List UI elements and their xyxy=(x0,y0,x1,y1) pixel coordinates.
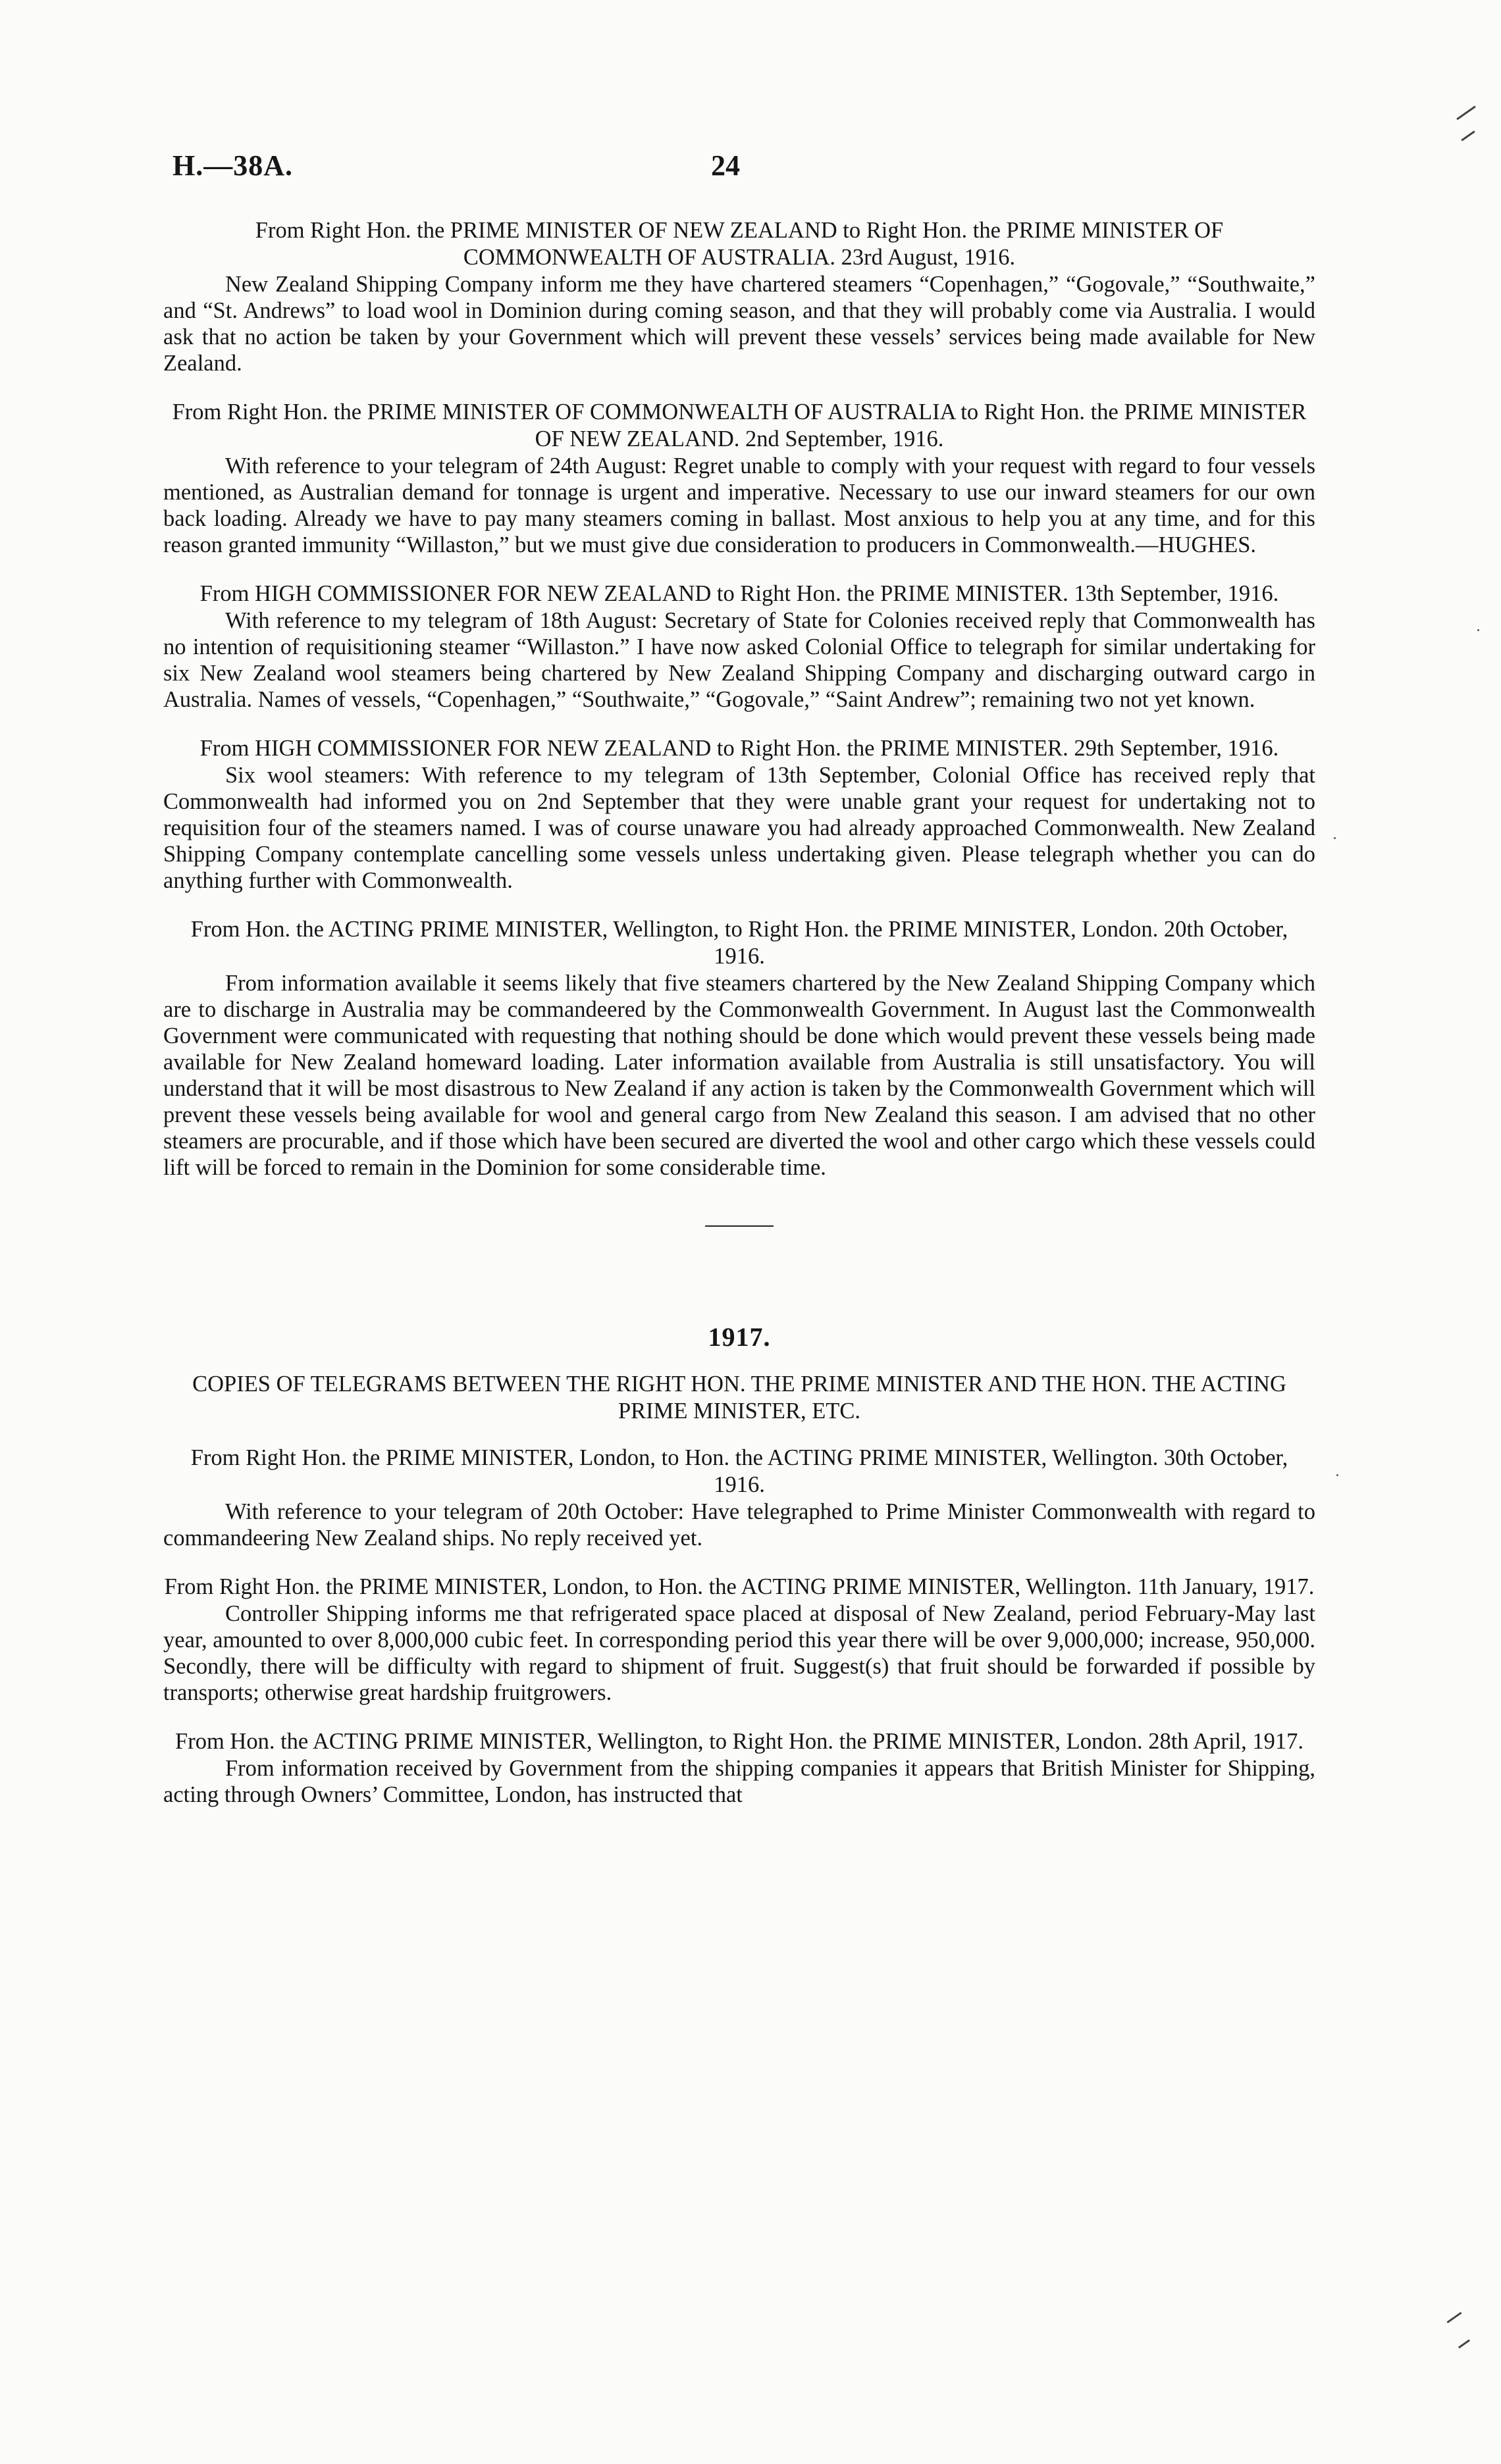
telegram-heading: From Right Hon. the PRIME MINISTER OF COMMONWEALTH OF AUSTRALIA to Right Hon. the PRIME MINISTER OF NEW ZEALAND. 2nd September, 1916. xyxy=(172,399,1307,451)
telegram-body: With reference to your telegram of 24th August: Regret unable to comply with your request with regard to four vessels mentioned, as Australian demand for tonnage is urgent and imperative. Necessary to use our inward steamers for our own back loading. Already we have to pay many steamers coming in ballast. Most anxious to help you at any time, and for this reason granted immunity “Willaston,” but we must give due consideration to producers in Commonwealth.—HUGHES. xyxy=(163,453,1315,557)
telegram-body: Six wool steamers: With reference to my telegram of 13th September, Colonial Office has received reply that Commonwealth had informed you on 2nd September that they were unable grant your request for undertaking not to requisition four of the steamers named. I was of course unaware you had already approached Commonwealth. New Zealand Shipping Company contemplate cancelling some vessels unless undertaking given. Please telegraph whether you can do anything further with Commonwealth. xyxy=(163,763,1315,893)
scan-speck xyxy=(1334,837,1336,839)
section-divider xyxy=(705,1225,774,1227)
telegram xyxy=(163,399,1315,558)
telegram xyxy=(163,580,1315,713)
page-body xyxy=(163,217,1315,1830)
margin-mark xyxy=(1456,106,1476,120)
margin-mark xyxy=(1446,2312,1462,2323)
telegram xyxy=(163,217,1315,376)
margin-mark xyxy=(1461,130,1475,141)
telegram-body: From information available it seems likely that five steamers chartered by the New Zealand Shipping Company which are to discharge in Australia may be commandeered by the Commonwealth Government. In August last the Commonwealth Government were communicated with requesting that nothing should be done which would prevent these vessels being made available for New Zealand homeward loading. Later information available from Australia is still unsatisfactory. You will understand that it will be most disastrous to New Zealand if any action is taken by the Commonwealth Government which will prevent these vessels being available for wool and general cargo from New Zealand this season. I am advised that no other steamers are procurable, and if those which have been secured are diverted the wool and other cargo which these vessels could lift will be forced to remain in the Dominion for some considerable time. xyxy=(163,971,1315,1180)
telegram-heading: From Right Hon. the PRIME MINISTER, London, to Hon. the ACTING PRIME MINISTER, Wellington. 30th October, 1916. xyxy=(190,1445,1288,1497)
telegram-body: From information received by Government from the shipping companies it appears that British Minister for Shipping, acting through Owners’ Committee, London, has instructed that xyxy=(163,1756,1315,1807)
telegram-heading: From Hon. the ACTING PRIME MINISTER, Wellington, to Right Hon. the PRIME MINISTER, London. 20th October, 1916. xyxy=(190,917,1288,969)
telegram xyxy=(163,1574,1315,1706)
telegram-heading: From Hon. the ACTING PRIME MINISTER, Wellington, to Right Hon. the PRIME MINISTER, London. 28th April, 1917. xyxy=(175,1729,1304,1754)
telegram-body: New Zealand Shipping Company inform me they have chartered steamers “Copenhagen,” “Gogovale,” “Southwaite,” and “St. Andrews” to load wool in Dominion during coming season, and that they will probably come via Australia. I would ask that no action be taken by your Government which will prevent these vessels’ services being made available for New Zealand. xyxy=(163,272,1315,376)
telegram xyxy=(163,735,1315,894)
telegram-body: Controller Shipping informs me that refrigerated space placed at disposal of New Zealand, period February-May last year, amounted to over 8,000,000 cubic feet. In corresponding period this year there will be over 9,000,000; increase, 950,000. Secondly, there will be difficulty with regard to shipment of fruit. Suggest(s) that fruit should be forwarded if possible by transports; otherwise great hardship fruitgrowers. xyxy=(163,1601,1315,1705)
telegram-heading: From HIGH COMMISSIONER FOR NEW ZEALAND to Right Hon. the PRIME MINISTER. 29th September, 1916. xyxy=(199,736,1279,761)
margin-mark xyxy=(1458,2340,1470,2349)
telegram-heading: From Right Hon. the PRIME MINISTER OF NEW ZEALAND to Right Hon. the PRIME MINISTER OF COMMONWEALTH OF AUSTRALIA. 23rd August, 1916. xyxy=(255,218,1224,270)
scan-speck xyxy=(1336,1474,1338,1476)
telegram-body: With reference to your telegram of 20th October: Have telegraphed to Prime Minister Commonwealth with regard to commandeering New Zealand ships. No reply received yet. xyxy=(163,1499,1315,1551)
section-title: COPIES OF TELEGRAMS BETWEEN THE RIGHT HON. THE PRIME MINISTER AND THE HON. THE ACTING PRIME MINISTER, ETC. xyxy=(192,1372,1286,1424)
telegram-body: With reference to my telegram of 18th August: Secretary of State for Colonies received reply that Commonwealth has no intention of requisitioning steamer “Willaston.” I have now asked Colonial Office to telegraph for similar undertaking for six New Zealand wool steamers being chartered by New Zealand Shipping Company and discharging outward cargo in Australia. Names of vessels, “Copenhagen,” “Southwaite,” “Gogovale,” “Saint Andrew”; remaining two not yet known. xyxy=(163,608,1315,712)
page-number: 24 xyxy=(711,149,740,182)
telegram-heading: From HIGH COMMISSIONER FOR NEW ZEALAND to Right Hon. the PRIME MINISTER. 13th September, 1916. xyxy=(199,581,1279,606)
telegram xyxy=(163,1445,1315,1551)
telegram-heading: From Right Hon. the PRIME MINISTER, London, to Hon. the ACTING PRIME MINISTER, Wellington. 11th January, 1917. xyxy=(164,1574,1315,1599)
telegram xyxy=(163,1728,1315,1808)
scan-speck xyxy=(1477,629,1479,631)
section-year: 1917. xyxy=(708,1322,771,1352)
document-code: H.—38A. xyxy=(172,149,293,182)
telegram xyxy=(163,916,1315,1181)
